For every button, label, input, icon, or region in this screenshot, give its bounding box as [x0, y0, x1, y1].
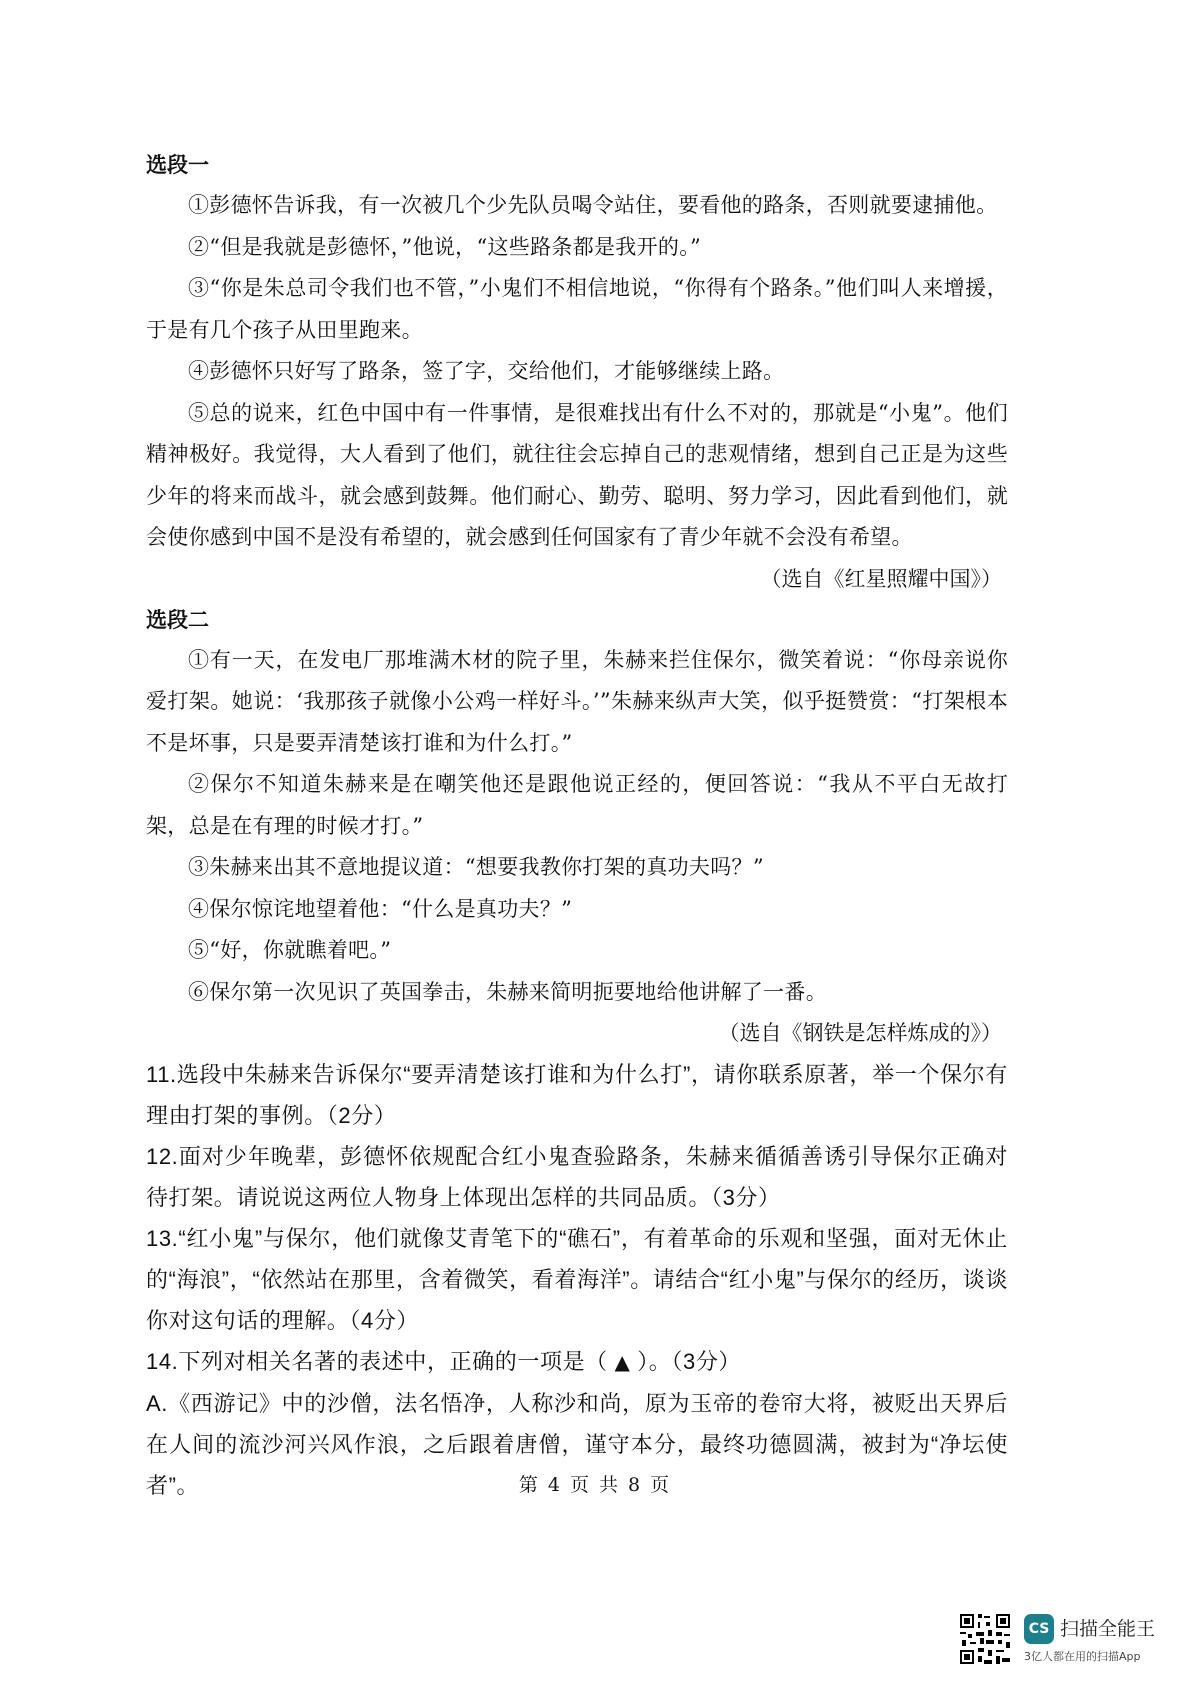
section2-paragraph-2: ②保尔不知道朱赫来是在嘲笑他还是跟他说正经的，便回答说：“我从不平白无故打架，总是在有理的时候才打。”	[146, 772, 1008, 838]
section1-paragraph-3: ③“你是朱总司令我们也不管，”小鬼们不相信地说，“你得有个路条。”他们叫人来增援，于是有几个孩子从田里跑来。	[146, 276, 1008, 342]
question-14-stem: 14.下列对相关名著的表述中，正确的一项是（	[146, 1349, 615, 1374]
section2-paragraph-3: ③朱赫来出其不意地提议道：“想要我教你打架的真功夫吗？”	[188, 855, 764, 879]
qr-code-icon	[958, 1612, 1012, 1666]
section2-paragraph-6: ⑥保尔第一次见识了英国拳击，朱赫来简明扼要地给他讲解了一番。	[188, 979, 827, 1004]
question-14-option-a: A.《西游记》中的沙僧，法名悟净，人称沙和尚，原为玉帝的卷帘大将，被贬出天界后在人间的流沙河兴风作浪，之后跟着唐僧，谨守本分，最终功德圆满，被封为“净坛使者”。	[146, 1391, 1008, 1498]
section1-paragraph-1: ①彭德怀告诉我，有一次被几个少先队员喝令站住，要看他的路条，否则就要逮捕他。	[188, 193, 998, 217]
question-14	[146, 1341, 1008, 1383]
section2-paragraph-1: ①有一天，在发电厂那堆满木材的院子里，朱赫来拦住保尔，微笑着说：“你母亲说你爱打架。她说：‘我那孩子就像小公鸡一样好斗。’”朱赫来纵声大笑，似乎挺赞赏：“打架根本不是坏事，只是要弄清楚该打谁和为什么打。”	[146, 647, 1008, 755]
page-number-footer: 第 4 页 共 8 页	[518, 1474, 672, 1496]
section1-paragraph-2: ②“但是我就是彭德怀，”他说，“这些路条都是我开的。”	[188, 234, 702, 259]
question-13: 13.“红小鬼”与保尔，他们就像艾青笔下的“礁石”，有着革命的乐观和坚强，面对无休止的“海浪”，“依然站在那里，含着微笑，看着海洋”。请结合“红小鬼”与保尔的经历，谈谈你对这句话的理解。（4分）	[146, 1226, 1008, 1333]
section2-heading: 选段二	[146, 607, 209, 632]
answer-blank-triangle-icon: ▲	[614, 1350, 631, 1374]
section1-paragraph-5: ⑤总的说来，红色中国中有一件事情，是很难找出有什么不对的，那就是“小鬼”。他们精神极好。我觉得，大人看到了他们，就往往会忘掉自己的悲观情绪，想到自己正是为这些少年的将来而战斗，就会感到鼓舞。他们耐心、勤劳、聪明、努力学习，因此看到他们，就会使你感到中国不是没有希望的，就会感到任何国家有了青少年就不会没有希望。	[146, 400, 1008, 549]
question-11: 11.选段中朱赫来告诉保尔“要弄清楚该打谁和为什么打”，请你联系原著，举一个保尔有理由打架的事例。（2分）	[146, 1062, 1008, 1128]
section2-paragraph-5: ⑤“好，你就瞧着吧。”	[188, 938, 392, 962]
section1-heading: 选段一	[146, 153, 209, 177]
question-14-score: ）。（3分）	[630, 1349, 742, 1374]
scanner-watermark	[958, 1612, 1168, 1672]
section1-source: （选自《红星照耀中国》）	[760, 566, 1002, 591]
scanner-logo-icon: CS	[1024, 1614, 1054, 1644]
section2-paragraph-4: ④保尔惊诧地望着他：“什么是真功夫？”	[188, 896, 573, 921]
section1-paragraph-4: ④彭德怀只好写了路条，签了字，交给他们，才能够继续上路。	[188, 359, 785, 383]
question-12: 12.面对少年晚辈，彭德怀依规配合红小鬼查验路条，朱赫来循循善诱引导保尔正确对待打架。请说说这两位人物身上体现出怎样的共同品质。（3分）	[146, 1144, 1008, 1210]
scanner-brand-name: 扫描全能王	[1060, 1618, 1156, 1640]
section2-source: （选自《钢铁是怎样炼成的》）	[718, 1021, 1002, 1045]
scanner-slogan: 3亿人都在用的扫描App	[1024, 1650, 1141, 1663]
exam-page	[146, 145, 1008, 1506]
